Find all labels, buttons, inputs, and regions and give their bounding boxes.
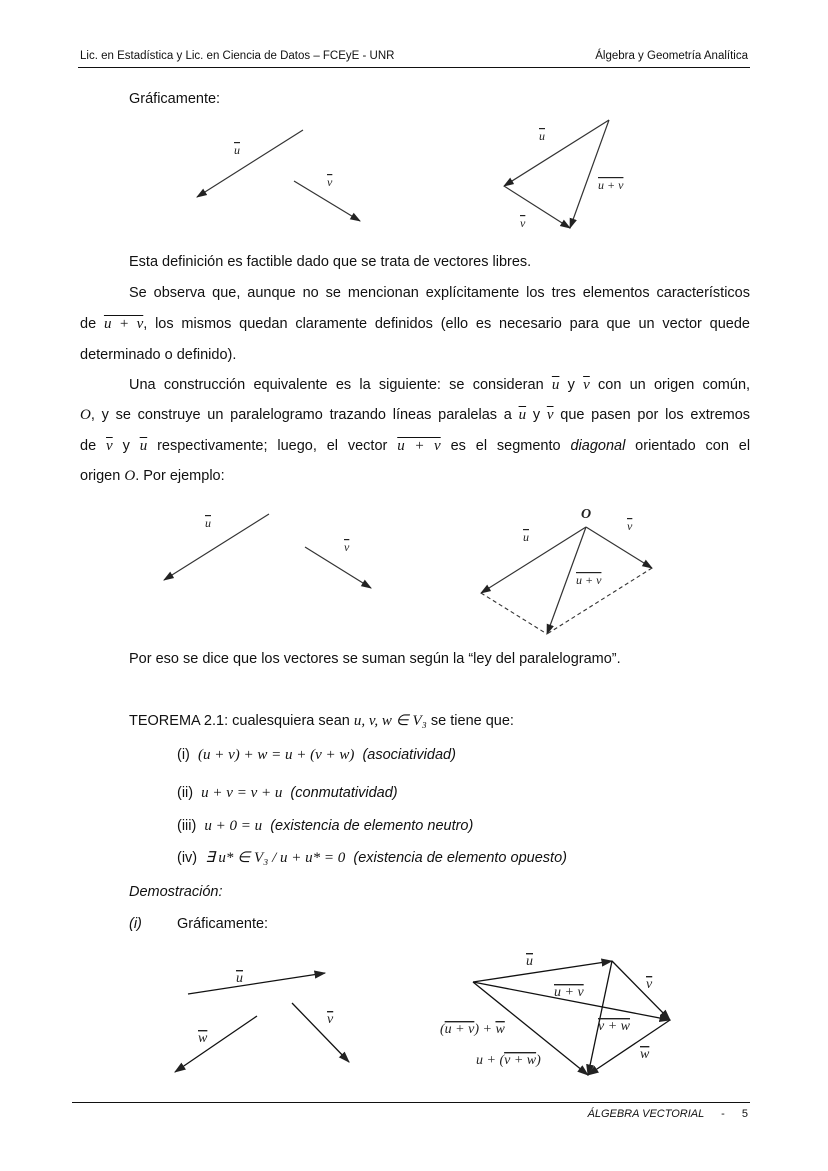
footer-separator: - <box>721 1108 725 1120</box>
property-math: u + v = v + u <box>201 785 283 801</box>
text: con un origen común, <box>598 377 751 393</box>
property-number: (i) <box>177 747 190 763</box>
text-y: y <box>122 438 130 454</box>
fig2b-label-v: v <box>627 519 633 533</box>
text: , y se construye un paralelogramo trazando líneas paralelas a <box>90 407 512 423</box>
property-math: u + 0 = u <box>204 818 263 834</box>
fig1-label-v: v <box>327 175 333 189</box>
paragraph-observation-text: Se observa que, aunque no se mencionan explícitamente los tres elementos característicos <box>129 285 750 301</box>
text: origen <box>80 468 121 484</box>
property-number: (iii) <box>177 818 197 834</box>
theorem-title: TEOREMA 2.1: cualesquiera sean <box>129 713 350 729</box>
fig2-label-origin: O <box>581 507 592 522</box>
text: orientado con el <box>635 438 751 454</box>
math-u: $\overline{u}$ <box>551 377 560 393</box>
paragraph-definition: Esta definición es factible dado que se trata de vectores libres. <box>129 254 532 270</box>
fig3-label-u: u <box>236 971 243 986</box>
fig3b-vector-u <box>473 961 612 982</box>
math-v: $\overline{v}$ <box>546 407 554 423</box>
header-course: Lic. en Estadística y Lic. en Ciencia de Datos – FCEyE - UNR <box>80 50 395 62</box>
fig3b-vector-v-plus-w <box>588 961 612 1075</box>
paragraph-observation-line3: determinado o definido). <box>80 347 237 363</box>
item-i-label: (i) <box>129 916 142 932</box>
fig1b-label-v: v <box>520 216 526 230</box>
graficamente-label-1: Gráficamente: <box>129 91 221 107</box>
fig3-vector-w <box>175 1016 257 1072</box>
theorem-math: u, v, w ∈ V₃ <box>353 713 427 729</box>
paragraph-parallelogram-law: Por eso se dice que los vectores se suman según la “ley del paralelogramo”. <box>129 651 621 667</box>
fig1b-label-u-plus-v: u + v <box>598 178 624 192</box>
text: . Por ejemplo: <box>135 468 225 484</box>
fig3-vector-v <box>292 1003 349 1062</box>
fig2-label-u: u <box>205 516 211 530</box>
property-math: (u + v) + w = u + (v + w) <box>197 747 355 763</box>
fig2b-label-u: u <box>523 530 529 544</box>
math-u-plus-v: u + v <box>103 316 144 332</box>
fig1b-label-u: u <box>539 129 545 143</box>
demostracion-label: Demostración: <box>129 884 223 900</box>
fig2b-label-u-plus-v: u + v <box>576 573 602 587</box>
footer-rule <box>72 1102 750 1103</box>
page-number: 5 <box>741 1108 748 1120</box>
math-v: $\overline{v}$ <box>583 377 590 393</box>
math-u: $\overline{u}$ <box>139 438 148 454</box>
fig3b-label-v: v <box>646 977 653 992</box>
math-v: $\overline{v}$ <box>106 438 113 454</box>
math-o: O <box>80 407 91 423</box>
fig3b-label-v-plus-w: v + w <box>598 1019 630 1034</box>
property-name: (existencia de elemento neutro) <box>270 818 474 834</box>
property-name: (existencia de elemento opuesto) <box>353 850 567 866</box>
fig3b-label-u: u <box>526 954 533 969</box>
fig1-label-u: u <box>234 143 240 157</box>
property-number: (iv) <box>177 850 198 866</box>
text-y: y <box>567 377 575 393</box>
text: Una construcción equivalente es la siguiente: se consideran <box>129 377 544 393</box>
fig3b-label-u-plus-v: u + v <box>554 985 584 1000</box>
header-subject: Álgebra y Geometría Analítica <box>595 50 748 62</box>
graficamente-label-2: Gráficamente: <box>177 916 269 932</box>
text-y: y <box>532 407 541 423</box>
fig3b-label-u-plus-vw: u + (v + w) <box>476 1053 541 1068</box>
fig3-label-v: v <box>327 1012 334 1027</box>
text: es el segmento <box>450 438 561 454</box>
text: que pasen por los extremos <box>560 407 751 423</box>
text-de: de <box>80 316 97 332</box>
text-de: de <box>80 438 97 454</box>
footer-title: ÁLGEBRA VECTORIAL <box>587 1108 705 1120</box>
property-name: (conmutatividad) <box>290 785 398 801</box>
fig2-label-v: v <box>344 540 350 554</box>
text-diagonal: diagonal <box>570 438 626 454</box>
math-u: $\overline{u}$ <box>518 407 527 423</box>
property-name: (asociatividad) <box>362 747 456 763</box>
fig3b-label-w: w <box>640 1047 650 1062</box>
footer <box>588 1108 749 1120</box>
theorem-text: se tiene que: <box>430 713 514 729</box>
fig3b-label-uv-plus-w: (u + v) + w <box>440 1022 505 1037</box>
text-continuation: , los mismos quedan claramente definidos (ello es necesario para que un vector quede <box>143 316 750 332</box>
property-number: (ii) <box>177 785 194 801</box>
property-math: ∃ u* ∈ V₃ / u + u* = 0 <box>205 850 346 866</box>
text: respectivamente; luego, el vector <box>157 438 388 454</box>
fig3-label-w: w <box>198 1031 208 1046</box>
math-u-plus-v: u + v <box>397 438 441 454</box>
fig3-vector-u <box>188 973 325 994</box>
math-o: O <box>124 468 136 484</box>
